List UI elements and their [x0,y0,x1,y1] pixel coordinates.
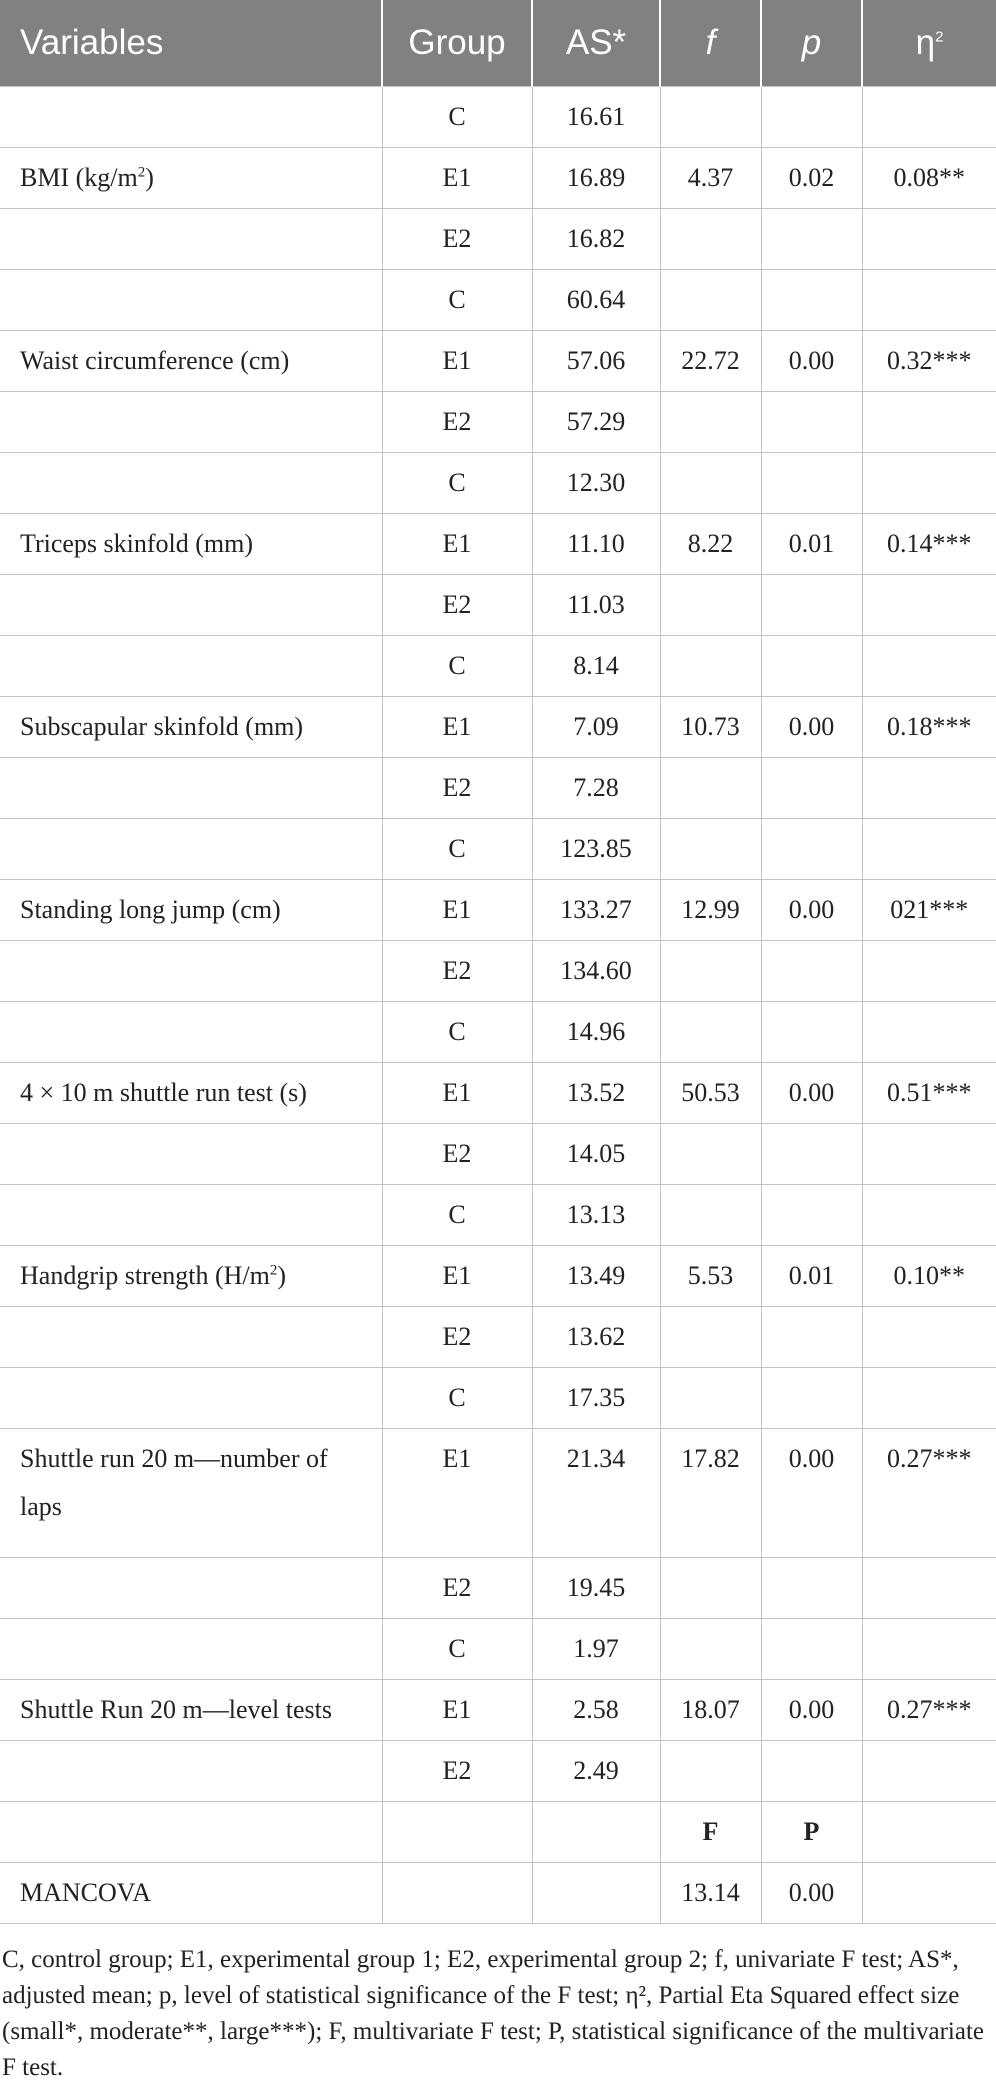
f-value-cell: 17.82 [660,1429,761,1558]
eta-superscript: 2 [935,28,944,46]
empty-cell [0,453,382,514]
table-row [0,575,996,636]
empty-cell [862,575,996,636]
header-variables: Variables [0,0,382,87]
empty-cell [862,1558,996,1619]
adjusted-mean-cell: 13.49 [532,1246,660,1307]
variable-label: 4 × 10 m shuttle run test (s) [20,1078,307,1107]
table-row [0,1185,996,1246]
empty-cell [862,453,996,514]
empty-cell [761,1619,862,1680]
empty-cell [761,1002,862,1063]
variable-name [0,880,382,941]
table-row [0,87,996,148]
p-value-cell: 0.00 [761,331,862,392]
table-row [0,1063,996,1124]
adjusted-mean-cell: 133.27 [532,880,660,941]
empty-cell [761,819,862,880]
p-value-cell: 0.00 [761,880,862,941]
empty-cell [660,1368,761,1429]
eta-squared-cell: 0.32*** [862,331,996,392]
f-value-cell: 22.72 [660,331,761,392]
adjusted-mean-cell: 60.64 [532,270,660,331]
group-cell: C [382,1368,532,1429]
empty-cell [862,209,996,270]
empty-cell [761,270,862,331]
eta-squared-cell: 0.27*** [862,1429,996,1558]
adjusted-mean-cell: 11.03 [532,575,660,636]
table-row [0,270,996,331]
header-group: Group [382,0,532,87]
variable-label-tail: ) [277,1261,287,1290]
empty-cell [761,453,862,514]
empty-cell [660,1307,761,1368]
group-cell: C [382,270,532,331]
f-value-cell: 4.37 [660,148,761,209]
eta-squared-cell: 0.14*** [862,514,996,575]
empty-cell [0,758,382,819]
table-row [0,514,996,575]
empty-cell [0,575,382,636]
variable-name [0,1429,382,1558]
adjusted-mean-cell: 13.13 [532,1185,660,1246]
variable-name [0,514,382,575]
adjusted-mean-cell: 1.97 [532,1619,660,1680]
empty-cell [382,1802,532,1863]
group-cell: E1 [382,697,532,758]
empty-cell [761,636,862,697]
adjusted-mean-cell: 2.49 [532,1741,660,1802]
eta-squared-cell: 0.08** [862,148,996,209]
empty-cell [660,636,761,697]
empty-cell [660,453,761,514]
group-cell: E1 [382,1063,532,1124]
empty-cell [660,392,761,453]
adjusted-mean-cell: 16.89 [532,148,660,209]
empty-cell [532,1802,660,1863]
table-row [0,697,996,758]
adjusted-mean-cell: 21.34 [532,1429,660,1558]
adjusted-mean-cell: 134.60 [532,941,660,1002]
mancova-header-row [0,1802,996,1863]
group-cell: C [382,87,532,148]
empty-cell [761,87,862,148]
p-value-cell: 0.00 [761,697,862,758]
group-cell: E2 [382,209,532,270]
group-cell: C [382,1002,532,1063]
group-cell: E2 [382,941,532,1002]
empty-cell [532,1863,660,1924]
table-row [0,758,996,819]
empty-cell [660,1124,761,1185]
header-f: f [660,0,761,87]
variable-name [0,1680,382,1741]
variable-name [0,331,382,392]
eta-squared-cell: 0.51*** [862,1063,996,1124]
empty-cell [761,209,862,270]
adjusted-mean-cell: 11.10 [532,514,660,575]
adjusted-mean-cell: 13.52 [532,1063,660,1124]
group-cell: C [382,1185,532,1246]
p-value-cell: 0.00 [761,1063,862,1124]
empty-cell [0,636,382,697]
group-cell: E1 [382,514,532,575]
variable-label: Triceps skinfold (mm) [20,529,254,558]
empty-cell [0,819,382,880]
group-cell: E2 [382,392,532,453]
adjusted-mean-cell: 7.28 [532,758,660,819]
empty-cell [0,1558,382,1619]
group-cell: E1 [382,1246,532,1307]
empty-cell [862,1863,996,1924]
variable-label: Subscapular skinfold (mm) [20,712,304,741]
empty-cell [660,1185,761,1246]
empty-cell [862,87,996,148]
adjusted-mean-cell: 8.14 [532,636,660,697]
empty-cell [862,1185,996,1246]
eta-symbol: η [915,23,936,62]
empty-cell [761,1368,862,1429]
variable-label: BMI (kg/m [20,163,138,192]
table-row [0,453,996,514]
empty-cell [761,941,862,1002]
adjusted-mean-cell: 19.45 [532,1558,660,1619]
table-row [0,1368,996,1429]
header-row [0,0,996,87]
group-cell: E2 [382,1741,532,1802]
empty-cell [660,87,761,148]
adjusted-mean-cell: 7.09 [532,697,660,758]
empty-cell [761,1741,862,1802]
header-p: p [761,0,862,87]
variable-label: Waist circumference (cm) [20,346,290,375]
empty-cell [862,758,996,819]
empty-cell [0,1619,382,1680]
empty-cell [761,1558,862,1619]
empty-cell [862,1002,996,1063]
mancova-P-header: P [761,1802,862,1863]
group-cell: C [382,1619,532,1680]
group-cell: E2 [382,1124,532,1185]
empty-cell [660,1741,761,1802]
empty-cell [862,1307,996,1368]
empty-cell [660,1558,761,1619]
adjusted-mean-cell: 16.61 [532,87,660,148]
table-row [0,1619,996,1680]
empty-cell [0,87,382,148]
group-cell: E2 [382,1307,532,1368]
variable-name [0,148,382,209]
table-row [0,1429,996,1558]
table-row [0,819,996,880]
adjusted-mean-cell: 123.85 [532,819,660,880]
empty-cell [660,941,761,1002]
table-footnote: C, control group; E1, experimental group 1; E2, experimental group 2; f, univariate F test; AS*, adjusted mean; p, level of statistical significance of the F test; η², Partial Eta Squared effect size (small*, moderate**, large***); F, multivariate F test; P, statistical significance of the multivariate F test. [2,1946,985,2081]
f-value-cell: 18.07 [660,1680,761,1741]
table-row [0,1741,996,1802]
empty-cell [862,1124,996,1185]
variable-name [0,1246,382,1307]
f-value-cell: 50.53 [660,1063,761,1124]
variable-label-tail: ) [145,163,154,192]
table-row [0,1307,996,1368]
group-cell: E1 [382,1429,532,1558]
eta-squared-cell: 0.18*** [862,697,996,758]
empty-cell [862,392,996,453]
empty-cell [862,270,996,331]
empty-cell [761,1124,862,1185]
variable-unit-superscript: 2 [269,1262,278,1279]
table-body [0,87,996,1924]
table-row [0,331,996,392]
table-row [0,636,996,697]
adjusted-mean-cell: 14.96 [532,1002,660,1063]
group-cell: E1 [382,331,532,392]
adjusted-mean-cell: 57.06 [532,331,660,392]
mancova-row [0,1863,996,1924]
table-row [0,1558,996,1619]
empty-cell [660,270,761,331]
p-value-cell: 0.01 [761,1246,862,1307]
empty-cell [660,575,761,636]
empty-cell [660,1619,761,1680]
f-value-cell: 12.99 [660,880,761,941]
empty-cell [660,758,761,819]
empty-cell [862,1802,996,1863]
adjusted-mean-cell: 12.30 [532,453,660,514]
table-row [0,1002,996,1063]
eta-squared-cell: 0.27*** [862,1680,996,1741]
group-cell: C [382,453,532,514]
group-cell: E1 [382,880,532,941]
group-cell: E2 [382,575,532,636]
empty-cell [0,1741,382,1802]
adjusted-mean-cell: 2.58 [532,1680,660,1741]
group-cell: C [382,819,532,880]
empty-cell [862,941,996,1002]
empty-cell [0,941,382,1002]
adjusted-mean-cell: 13.62 [532,1307,660,1368]
f-value-cell: 5.53 [660,1246,761,1307]
adjusted-mean-cell: 16.82 [532,209,660,270]
p-value-cell: 0.02 [761,148,862,209]
variable-name [0,697,382,758]
empty-cell [0,1802,382,1863]
empty-cell [0,270,382,331]
adjusted-mean-cell: 14.05 [532,1124,660,1185]
f-value-cell: 10.73 [660,697,761,758]
variable-label: Shuttle Run 20 m—level tests [20,1695,332,1724]
empty-cell [761,1185,862,1246]
table-row [0,392,996,453]
table-row [0,1680,996,1741]
table-row [0,880,996,941]
group-cell: E1 [382,1680,532,1741]
variable-name [0,1063,382,1124]
empty-cell [660,209,761,270]
table-row [0,941,996,1002]
empty-cell [761,575,862,636]
f-value-cell: 8.22 [660,514,761,575]
empty-cell [862,636,996,697]
p-value-cell: 0.00 [761,1680,862,1741]
table-row [0,1246,996,1307]
group-cell: E1 [382,148,532,209]
empty-cell [0,392,382,453]
variable-unit-superscript: 2 [137,164,146,181]
group-cell: E2 [382,1558,532,1619]
table-row [0,209,996,270]
empty-cell [761,392,862,453]
variable-label: Handgrip strength (H/m [20,1261,270,1290]
empty-cell [0,209,382,270]
adjusted-mean-cell: 57.29 [532,392,660,453]
mancova-F-value: 13.14 [660,1863,761,1924]
variable-label: Standing long jump (cm) [20,895,281,924]
empty-cell [0,1185,382,1246]
empty-cell [761,1307,862,1368]
empty-cell [862,819,996,880]
table-row [0,1124,996,1185]
empty-cell [761,758,862,819]
group-cell: C [382,636,532,697]
header-adjusted-mean: AS* [532,0,660,87]
eta-squared-cell: 021*** [862,880,996,941]
empty-cell [0,1368,382,1429]
empty-cell [660,819,761,880]
mancova-label: MANCOVA [0,1863,382,1924]
p-value-cell: 0.00 [761,1429,862,1558]
empty-cell [862,1368,996,1429]
empty-cell [862,1619,996,1680]
table-row [0,148,996,209]
empty-cell [0,1307,382,1368]
empty-cell [0,1002,382,1063]
empty-cell [0,1124,382,1185]
header-eta-squared [862,0,996,87]
adjusted-mean-cell: 17.35 [532,1368,660,1429]
empty-cell [382,1863,532,1924]
group-cell: E2 [382,758,532,819]
variable-label: Shuttle run 20 m—number of laps [20,1444,328,1521]
empty-cell [660,1002,761,1063]
eta-squared-cell: 0.10** [862,1246,996,1307]
mancova-F-header: F [660,1802,761,1863]
mancova-P-value: 0.00 [761,1863,862,1924]
empty-cell [862,1741,996,1802]
p-value-cell: 0.01 [761,514,862,575]
